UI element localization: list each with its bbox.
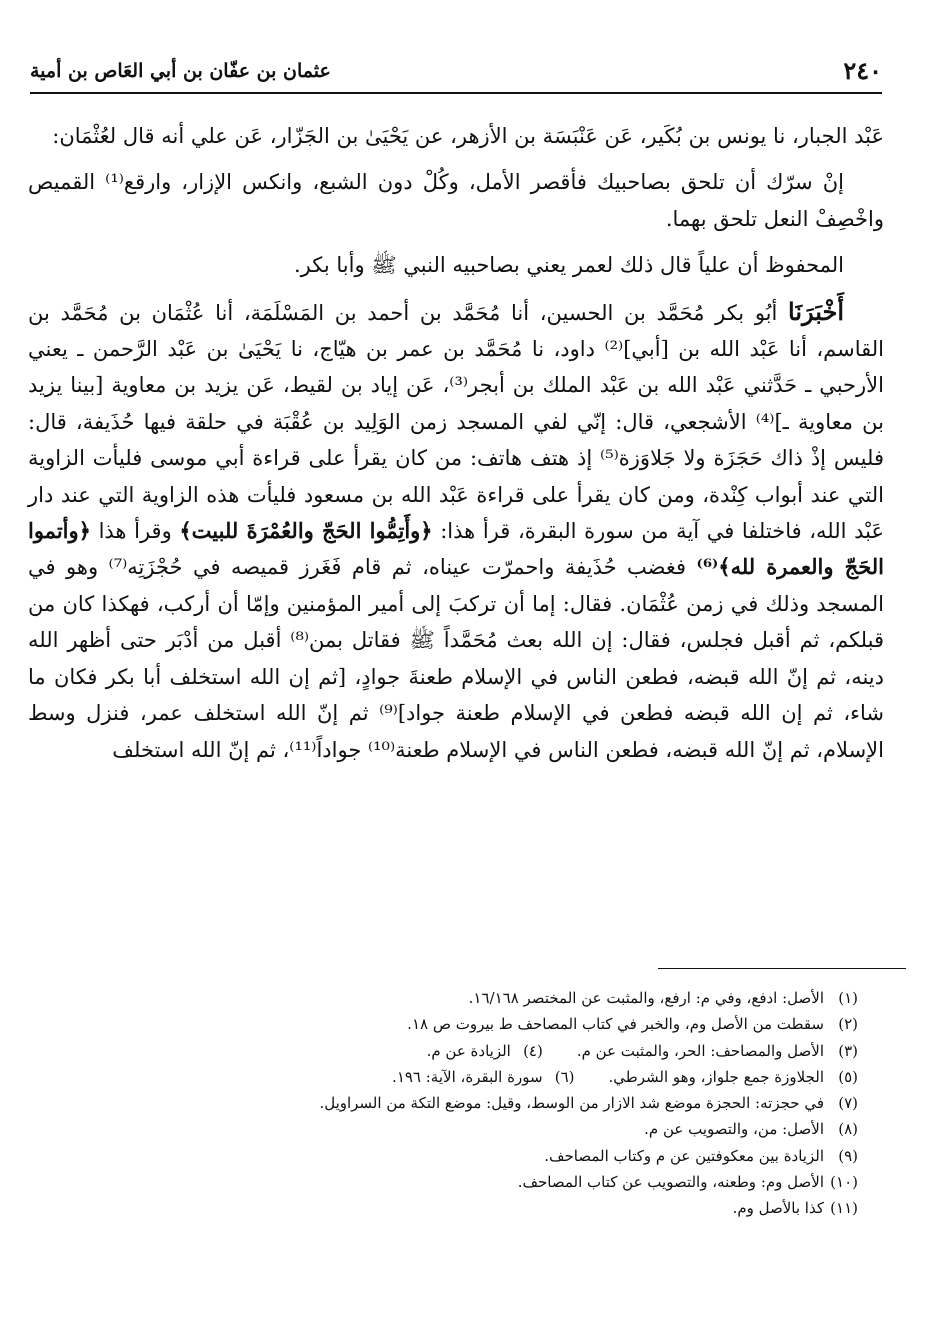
footnote-row xyxy=(120,1011,858,1037)
footnote-row xyxy=(120,1116,858,1142)
footnote-number: (٥) xyxy=(838,1067,858,1086)
footnote-separator xyxy=(658,968,906,969)
narration-part-c: فغضب حُذَيفة واحمرّت عيناه، ثم قام فَغَرز قميصه في حُجْزَتِه⁽⁷⁾ وهو في المسجد وذلك في زمن عُثْمَان. فقال: إما أن تركبَ إلى أمير المؤمنين وإمّا أن أركب، فهكذا كان من قبلكم، ثم أقبل فجلس، فقال: إن الله بعث مُحَمَّداً ﷺ فقاتل بمن⁽⁸⁾ أقبل من أدْبَر حتى أظهر الله دينه، ثم إنّ الله قبضه، فطعن الناس في الإسلام طعنةَ جوادٍ، [ثم إن الله استخلف أبا بكر فكان ما شاء، ثم إن الله قبضه فطعن في الإسلام طعنة جواد]⁽⁹⁾ ثم إنّ الله استخلف عمر، فنزل وسط الإسلام، ثم إنّ الله قبضه، فطعن الناس في الإسلام طعنة⁽¹⁰⁾ جواداً⁽¹¹⁾، ثم إنّ الله استخلف xyxy=(28,555,884,762)
footnote-row xyxy=(120,1038,858,1064)
footnote-number: (٧) xyxy=(838,1094,858,1113)
page-number: ٢٤٠ xyxy=(843,56,882,85)
main-text xyxy=(28,118,884,768)
footnote-number: (٦) xyxy=(554,1067,575,1086)
footnote-row xyxy=(120,1143,858,1169)
paragraph-hadith-text: إنْ سرّك أن تلحق بصاحبيك فأقصر الأمل، وكُلْ دون الشبع، وانكس الإزار، وارقع⁽¹⁾ القميص واخْصِفْ النعل تلحق بهما. xyxy=(28,170,884,231)
quran-verse-2: ﴿وأتموا الحَجّ والعمرة لله﴾⁽⁶⁾ xyxy=(28,518,884,580)
footnote-text: الأصل وم: وطعنه، والتصويب عن كتاب المصاحف. xyxy=(517,1173,824,1192)
page-header xyxy=(30,52,882,94)
footnote-number: (٩) xyxy=(838,1146,858,1165)
footnote-text: سورة البقرة، الآية: ١٩٦. xyxy=(392,1067,543,1086)
footnote-number: (١١) xyxy=(830,1199,858,1218)
footnote-row xyxy=(120,1064,858,1090)
footnote-number: (٤) xyxy=(523,1041,543,1060)
footnote-number: (٨) xyxy=(838,1120,858,1139)
running-title: عثمان بن عفّان بن أبي العَاص بن أمية xyxy=(30,60,331,82)
paragraph-commentary: المحفوظ أن علياً قال ذلك لعمر يعني بصاحبيه النبي ﷺ وأبا بكر. xyxy=(293,253,844,278)
quran-verse-1: ﴿وأَتِمُّوا الحَجّ والعُمْرَةَ للبيت﴾ xyxy=(179,518,433,544)
footnote-row xyxy=(120,1195,858,1221)
footnote-text: الزيادة بين معكوفتين عن م وكتاب المصاحف. xyxy=(544,1146,824,1165)
footnote-row xyxy=(120,1090,858,1116)
footnote-text: كذا بالأصل وم. xyxy=(732,1199,824,1218)
footnote-text: الأصل: من، والتصويب عن م. xyxy=(644,1120,824,1139)
footnote-row xyxy=(120,985,858,1011)
footnote-number: (٢) xyxy=(838,1015,858,1034)
akhbarana-lead-word: أَخْبَرَنَا xyxy=(788,296,844,326)
footnote-text: الزيادة عن م. xyxy=(426,1041,511,1060)
footnote-text: سقطت من الأصل وم، والخبر في كتاب المصاحف ط بيروت ص ١٨. xyxy=(407,1015,824,1034)
narration-part-b: وقرأ هذا xyxy=(90,519,180,544)
footnote-text: الجلاوزة جمع جلواز، وهو الشرطي. xyxy=(608,1067,824,1086)
footnote-number: (٣) xyxy=(838,1041,858,1060)
narration-part-a: أبُو بكر مُحَمَّد بن الحسين، أنا مُحَمَّد بن أحمد بن المَسْلَمَة، أنا عُثْمَان بن مُحَمَّد بن القاسم، أنا عَبْد الله بن [أبي]⁽²⁾ داود، نا مُحَمَّد بن عمر بن هيّاج، نا يَحْيَىٰ بن عَبْد الرَّحمن ـ يعني الأرحبي ـ حَدَّثني عَبْد الله بن عَبْد الملك بن أبجر⁽³⁾، عَن إياد بن لقيط، عَن يزيد بن معاوية [بينا يزيد بن معاوية ـ]⁽⁴⁾ الأشجعي، قال: إنّي لفي المسجد زمن الوَلِيد بن عُقْبَة في حلقة فيها حُذَيفة، قال: فليس إذْ ذاك حَجَزَة ولا جَلاوَزة⁽⁵⁾ إذ هتف هاتف: من كان يقرأ على قراءة أبي موسى فليأت الزاوية التي عند أبواب كِنْدة، ومن كان يقرأ على قراءة عَبْد الله بن مسعود فليأت هذه الزاوية التي عند دار عَبْد الله، فاختلفا في آية من سورة البقرة، قرأ هذا: xyxy=(28,300,884,544)
paragraph-narration xyxy=(28,294,884,768)
footnote-text: الأصل والمصاحف: الحر، والمثبت عن م. xyxy=(576,1041,824,1060)
footnote-row xyxy=(120,1169,858,1195)
footnotes xyxy=(120,985,858,1222)
footnote-text: في حجزته: الحجزة موضع شد الازار من الوسط، وقيل: موضع التكة من السراويل. xyxy=(319,1094,824,1113)
footnote-text: الأصل: ادفع، وفي م: ارفع، والمثبت عن المختصر ١٦/١٦٨. xyxy=(468,989,824,1007)
footnote-number: (١٠) xyxy=(830,1173,858,1192)
footnote-number: (١) xyxy=(838,989,858,1007)
paragraph-isnad-end: عَبْد الجبار، نا يونس بن بُكَير، عَن عَنْبَسَة بن الأزهر، عن يَحْيَىٰ بن الجَزّار، عَن علي أنه قال لعُثْمَان: xyxy=(52,124,884,148)
